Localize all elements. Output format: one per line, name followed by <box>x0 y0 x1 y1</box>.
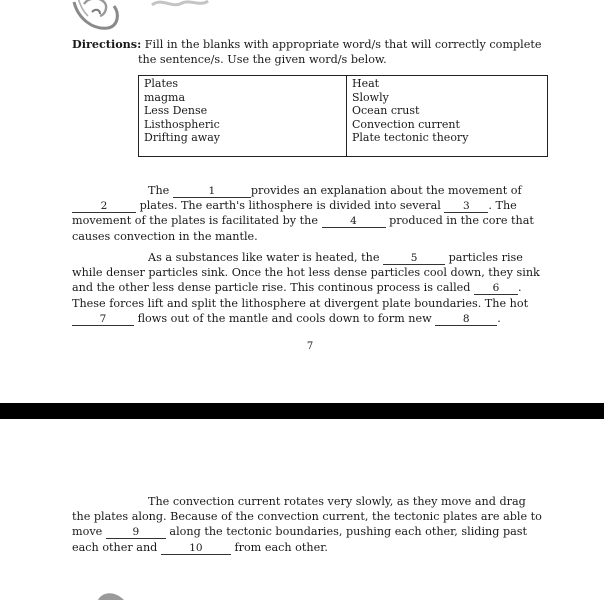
word-bank-item: Drifting away <box>144 131 220 145</box>
paragraph-1 <box>72 183 546 244</box>
word-bank-item: Convection current <box>352 117 460 131</box>
blank-3[interactable]: 3 <box>444 200 488 213</box>
para3-text-3: from each other. <box>234 540 328 554</box>
paragraph-2 <box>72 250 546 326</box>
blank-8[interactable]: 8 <box>435 313 497 326</box>
para3-text-2: along the tectonic boundaries, pushing each other, sliding past each other and <box>72 525 528 554</box>
para1-text-2: provides an explanation about the movement of <box>250 184 522 197</box>
para2-text-4: flows out of the mantle and cools down to form new <box>137 311 432 325</box>
directions-label: Directions: <box>72 37 142 51</box>
header-graphic-icon <box>150 0 210 10</box>
word-bank-item: Listhospheric <box>144 117 220 131</box>
blank-4[interactable]: 4 <box>322 215 386 228</box>
blank-9[interactable]: 9 <box>106 526 166 539</box>
blank-10[interactable]: 10 <box>161 542 231 555</box>
page-divider <box>0 403 604 419</box>
word-bank-item: Slowly <box>352 90 389 104</box>
word-bank-item: Plates <box>144 77 179 90</box>
directions-text-line1: Fill in the blanks with appropriate word/s that will correctly complete <box>144 38 542 51</box>
word-bank-item: Ocean crust <box>352 104 420 118</box>
word-bank-item: Heat <box>352 77 380 90</box>
word-bank-left-column <box>139 76 347 156</box>
para2-text-1: As a substances like water is heated, the <box>148 251 380 264</box>
word-bank <box>138 75 548 157</box>
blank-7[interactable]: 7 <box>72 313 134 326</box>
word-bank-item: Less Dense <box>144 104 208 118</box>
blank-5[interactable]: 5 <box>383 252 445 265</box>
para2-text-2: particles rise while denser particles sink. Once the hot less dense particles cool down, they sink and the other less dense particle rise. This continous process is called <box>72 251 540 295</box>
para1-text-4: . The movement of the plates is facilitated by the <box>72 199 517 228</box>
para1-text-1: The <box>148 184 170 197</box>
page-number: 7 <box>306 341 314 352</box>
word-bank-item: Plate tectonic theory <box>352 131 469 145</box>
para1-text-3: plates. The earth's lithosphere is divided into several <box>139 199 441 213</box>
paragraph-3 <box>72 494 546 555</box>
para3-text-1: The convection current rotates very slowly, as they move and drag the plates along. Because of the convection current, the tectonic plates are able to move <box>72 495 542 539</box>
bottom-graphic-icon <box>96 585 126 595</box>
word-bank-item: magma <box>144 90 186 104</box>
directions-text-line2: the sentence/s. Use the given word/s below. <box>138 53 387 66</box>
para2-text-3: . These forces lift and split the lithosphere at divergent plate boundaries. The hot <box>72 281 529 310</box>
blank-6[interactable]: 6 <box>474 282 518 295</box>
directions <box>72 37 552 67</box>
blank-2[interactable]: 2 <box>72 200 136 213</box>
para2-text-5: . <box>497 311 501 325</box>
worksheet-page-bottom <box>0 419 604 591</box>
para1-text-5: produced in the core that causes convection in the mantle. <box>72 214 534 243</box>
word-bank-right-column <box>347 76 547 156</box>
blank-1[interactable]: 1 <box>173 185 251 198</box>
hand-logo-icon <box>70 0 122 32</box>
